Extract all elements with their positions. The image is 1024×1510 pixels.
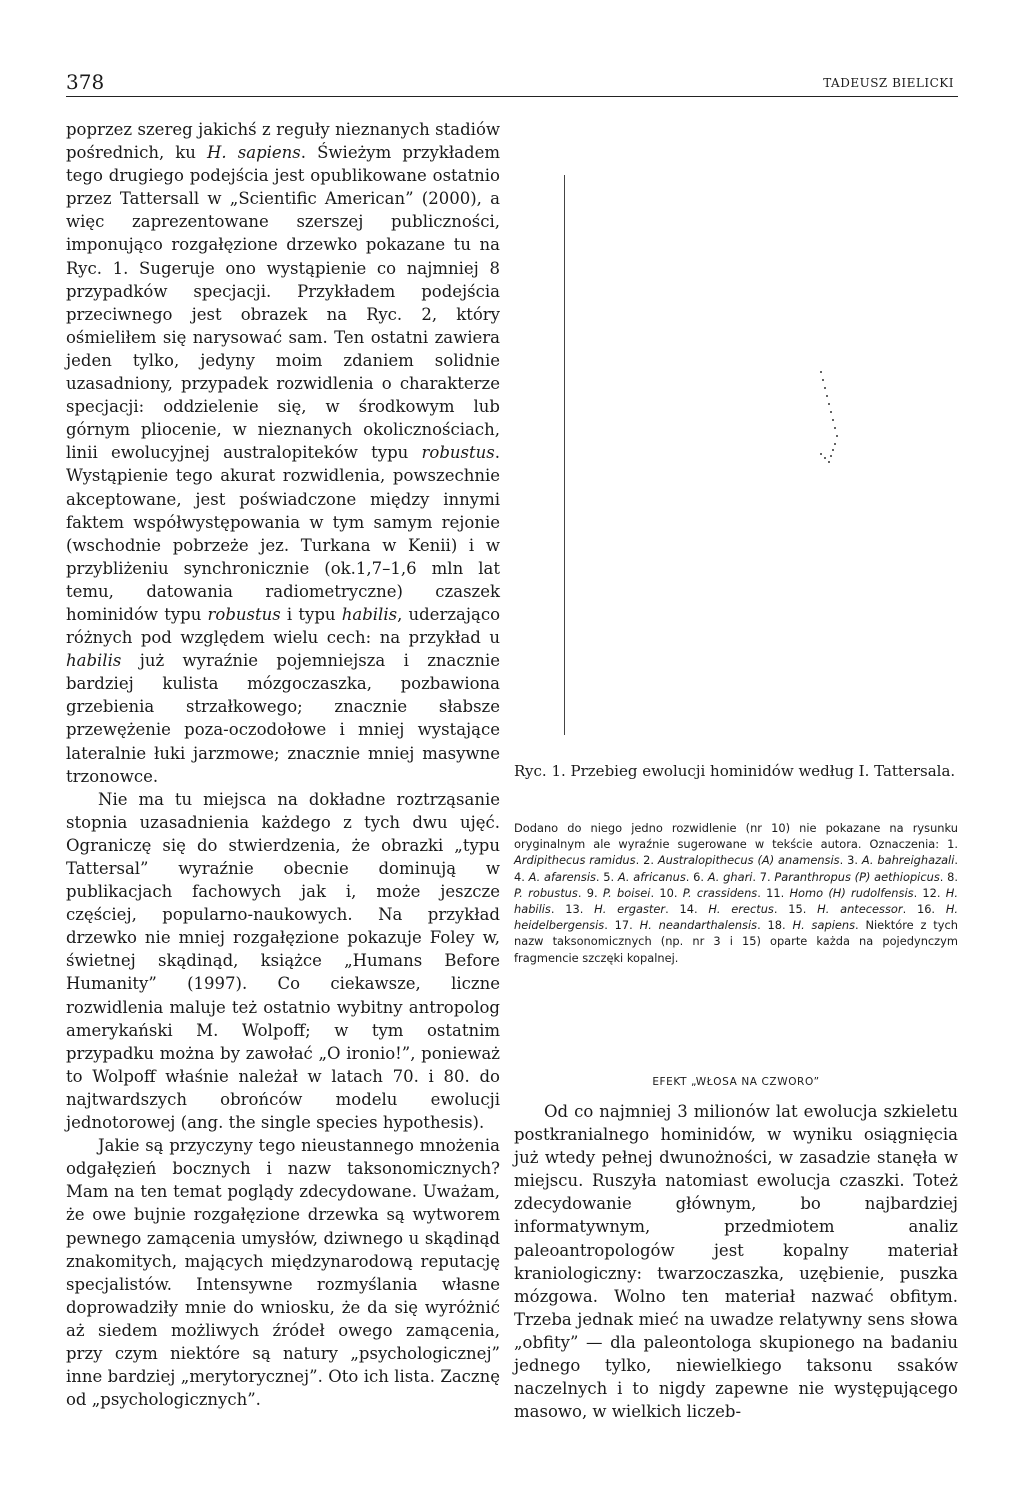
italic-term: P. crassidens (682, 885, 758, 900)
italic-term: A. ghari (707, 869, 753, 884)
italic-term: H. sapiens (792, 918, 856, 933)
figure-dot (834, 427, 836, 429)
italic-term: A. africanus (617, 869, 686, 884)
italic-term: A. afarensis (528, 869, 596, 884)
italic-term: Paranthropus (P) aethiopicus (774, 869, 940, 884)
section-title: EFEKT „WŁOSA NA CZWORO” (652, 1076, 820, 1088)
italic-term: habilis (66, 651, 122, 671)
figure-dot (836, 435, 838, 437)
body-paragraph: Nie ma tu miejsca na dokładne roztrząsanie stopnia uzasadnienia każdego z tych dwu ujęć. Ograniczę się do stwierdzenia, że obrazki „typu Tattersal” wyraźnie obecnie dominują w publikacjach fachowych jak i, może jeszcze częściej, popularno-naukowych. Na przykład drzewko nie mniej rozgałęzione pokazuje Foley w, świetnej skądinąd, książce „Humans Before Humanity” (1997). Co ciekawsze, liczne rozwidlenia maluje też ostatnio wybitny antropolog amerykański M. Wolpoff; w tym ostatnim przypadku można by zawołać „O ironio!”, ponieważ to Wolpoff właśnie należał w latach 70. i 80. do najtwardszych obrońców modelu ewolucji jednotorowej (ang. the single species hypothesis). (66, 789, 500, 1133)
italic-term: H. neandarthalensis (639, 918, 758, 933)
italic-term: H. heidelbergensis (514, 902, 959, 933)
figure-dot (830, 455, 832, 457)
page-header (66, 70, 958, 97)
italic-term: H. ergaster (594, 902, 666, 917)
body-paragraph: Jakie są przyczyny tego nieustannego mnożenia odgałęzień bocznych i nazw taksonomicznych? Mam na ten temat poglądy zdecydowane. Uważam, że owe bujnie rozgałęzione drzewka są wytworem pewnego zamącenia umysłów, dziwnego u skądinąd znakomitych, mających międzynarodową reputację specjalistów. Intensywne rozmyślania własne doprowadziły mnie do wniosku, że da się wyróżnić aż siedem możliwych źródeł owego zamącenia, przy czym niektóre są natury „psychologicznej” inne bardziej „merytorycznej”. Oto ich lista. Zacznę od „psychologicznych”. (66, 1136, 500, 1410)
figure-dot (826, 395, 828, 397)
italic-term: A. bahreighazali (861, 853, 955, 868)
page-number: 378 (66, 70, 105, 94)
figure-dotted-branch (818, 371, 840, 463)
italic-term: robustus (421, 443, 495, 463)
italic-term: Australopithecus (A) anamensis (657, 853, 840, 868)
figure-caption: Ryc. 1. Przebieg ewolucji hominidów według I. Tattersala. (514, 762, 956, 780)
figure-caption-note: Dodano do niego jedno rozwidlenie (nr 10) nie pokazane na rysunku oryginalnym ale wyraźnie sugerowane w tekście autora. Oznaczenia: 1. Ardipithecus ramidus. 2. Australopithecus (A) anamensis. 3. A. bahreighazali. 4. A. afarensis. 5. A. africanus. 6. A. ghari. 7. Paranthropus (P) aethiopicus. 8. P. robustus. 9. P. boisei. 10. P. crassidens. 11. Homo (H) rudolfensis. 12. H. habilis. 13. H. ergaster. 14. H. erectus. 15. H. antecessor. 16. H. heidelbergensis. 17. H. neandarthalensis. 18. H. sapiens. Niektóre z tych nazw taksonomicznych (np. nr 3 i 15) oparte każda na pojedynczym fragmencie szczęki kopalnej. (514, 821, 959, 965)
running-head: TADEUSZ BIELICKI (823, 76, 954, 90)
italic-term: H. antecessor (817, 902, 903, 917)
italic-term: Ardipithecus ramidus (514, 853, 636, 868)
italic-term: P. robustus (514, 885, 578, 900)
right-column (514, 1100, 958, 1423)
italic-term: H. erectus (708, 902, 774, 917)
figure-dot (832, 449, 834, 451)
italic-term: habilis (341, 604, 398, 624)
figure-vertical-line (564, 175, 565, 735)
body-paragraph: Od co najmniej 3 milionów lat ewolucja szkieletu postkranialnego hominidów, w wyniku osiągnięcia już wtedy pełnej dwunożności, w zasadzie stanęła w miejscu. Ruszyła natomiast ewolucja czaszki. Toteż zdecydowanie głównym, bo najbardziej informatywnym, przedmiotem analiz paleoantropologów jest kopalny materiał kraniologiczny: twarzoczaszka, uzębienie, puszka mózgowa. Wolno ten materiał nazwać obfitym. Trzeba jednak mieć na uwadze relatywny sens słowa „obfity” — dla paleontologa skupionego na badaniu jednego tylko, niewielkiego taksonu ssaków naczelnych i to nigdy zapewne nie występującego masowo, w wielkich liczeb- (514, 1102, 958, 1422)
italic-term: robustus (207, 604, 281, 624)
figure-dot (820, 453, 822, 455)
italic-term: H. habilis (514, 885, 958, 917)
figure-dot (820, 371, 822, 373)
italic-term: Homo (H) rudolfensis (789, 885, 914, 900)
figure-dot (834, 443, 836, 445)
italic-term: H. sapiens (207, 143, 301, 163)
figure-dot (828, 461, 830, 463)
figure-dot (832, 419, 834, 421)
figure-dot (822, 379, 824, 381)
italic-term: P. boisei (602, 885, 651, 900)
figure-dot (830, 411, 832, 413)
left-column (66, 118, 500, 1411)
figure-1 (512, 175, 958, 745)
figure-dot (824, 387, 826, 389)
figure-dot (828, 403, 830, 405)
body-paragraph: poprzez szereg jakichś z reguły nieznanych stadiów pośrednich, ku H. sapiens. Świeżym przykładem tego drugiego podejścia jest opublikowane ostatnio przez Tattersall w „Scientific American” (2000), a więc zaprezentowane szerszej publiczności, imponująco rozgałęzione drzewko pokazane tu na Ryc. 1. Sugeruje ono wystąpienie co najmniej 8 przypadków specjacji. Przykładem podejścia przeciwnego jest obrazek na Ryc. 2, który ośmieliłem się narysować sam. Ten ostatni zawiera jeden tylko, jedyny moim zdaniem solidnie uzasadniony, przypadek rozwidlenia o charakterze specjacji: oddzielenie się, w środkowym lub górnym pliocenie, w nieznanych okolicznościach, linii ewolucyjnej australopiteków typu robustus. Wystąpienie tego akurat rozwidlenia, powszechnie akceptowane, jest poświadczone między innymi faktem współwystępowania w tym samym rejonie (wschodnie pobrzeże jez. Turkana w Kenii) i w przybliżeniu synchronicznie (ok.1,7–1,6 mln lat temu, datowania radiometryczne) czaszek hominidów typu robustus i typu habilis, uderzająco różnych pod względem wielu cech: na przykład u habilis już wyraźnie pojemniejsza i znacznie bardziej kulista mózgoczaszka, pozbawiona grzebienia strzałkowego; znacznie słabsze przewężenie poza-oczodołowe i mniej wystające lateralnie łuki jarzmowe; znacznie mniej masywne trzonowce. (66, 120, 500, 786)
figure-dot (824, 457, 826, 459)
